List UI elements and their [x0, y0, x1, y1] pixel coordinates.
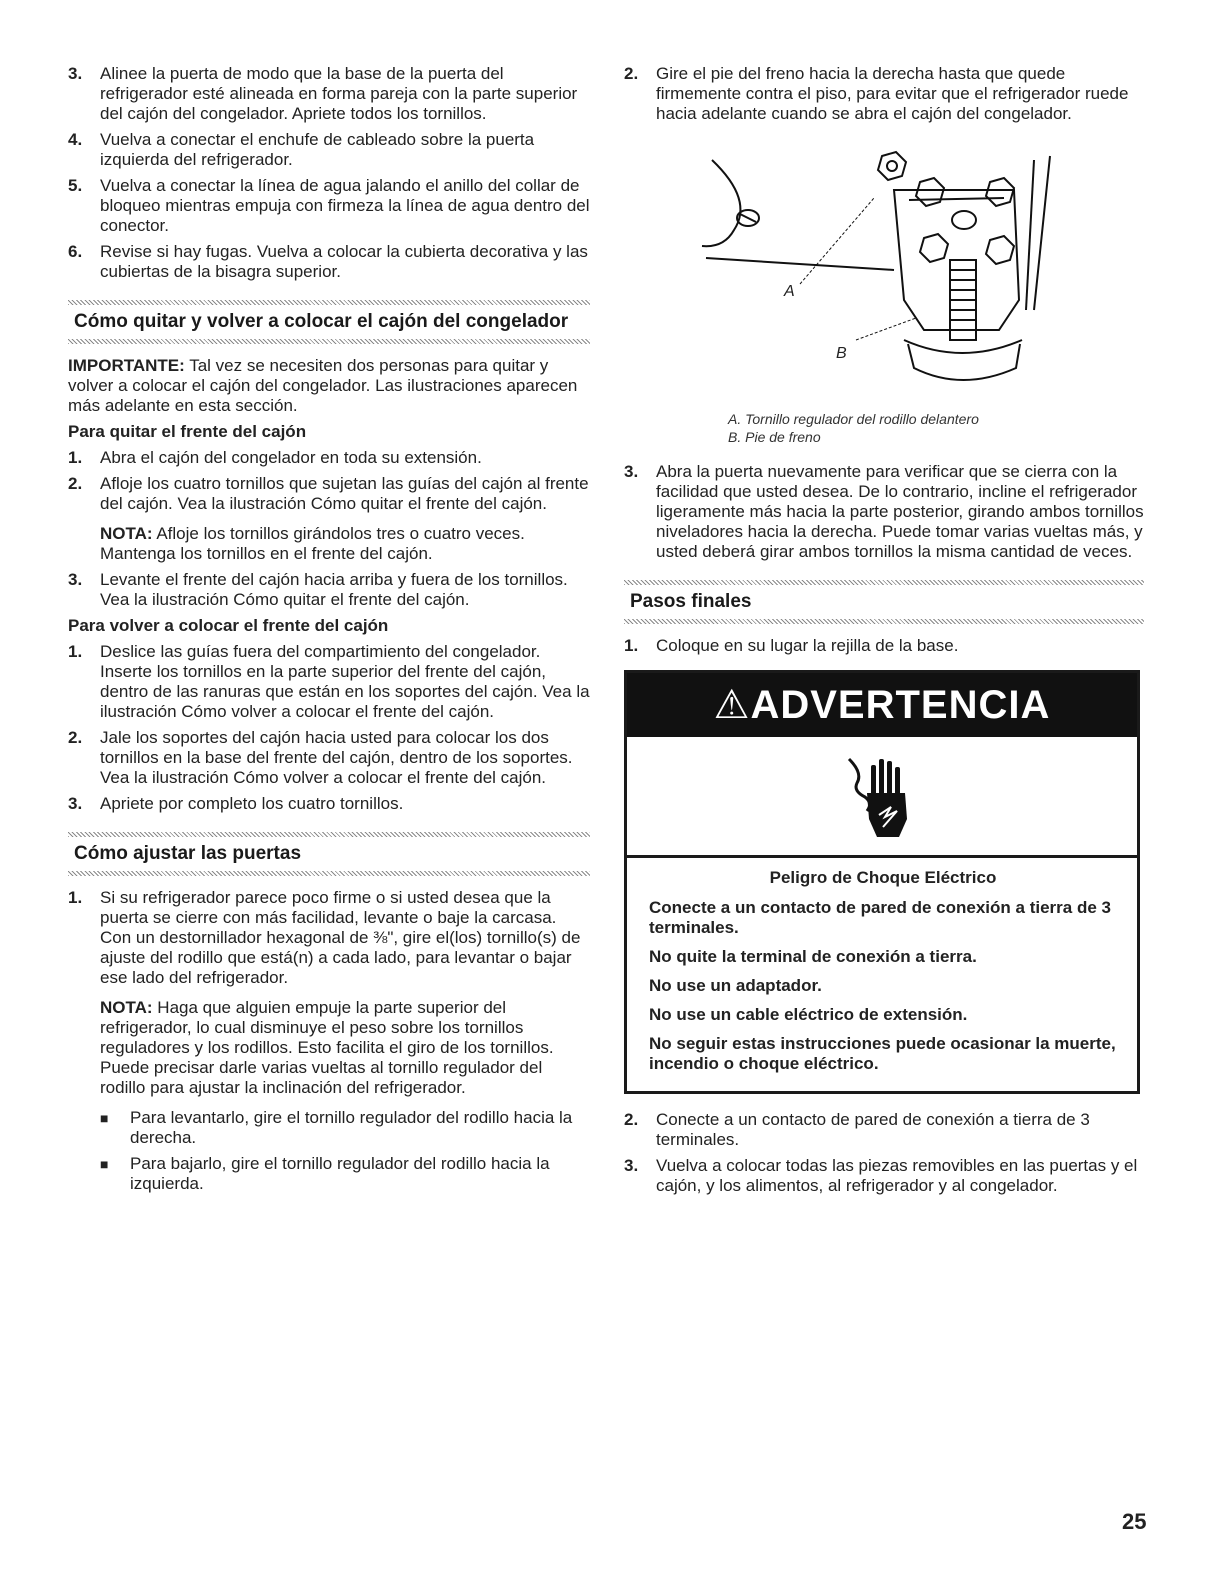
section-heading [68, 832, 590, 876]
list-item [68, 176, 590, 236]
step-number: 4. [68, 130, 83, 149]
step-number: 2. [68, 474, 83, 493]
warning-box [624, 670, 1140, 1094]
hatch-divider [68, 871, 590, 876]
list-item [68, 242, 590, 282]
step-number: 3. [624, 462, 639, 481]
list-item [68, 728, 590, 788]
step-number: 1. [68, 642, 83, 661]
list-item [68, 64, 590, 124]
section-title: Cómo ajustar las puertas [74, 843, 302, 864]
bullet-text: Para bajarlo, gire el tornillo regulador del rodillo hacia la izquierda. [130, 1154, 550, 1193]
subheading: Para quitar el frente del cajón [68, 422, 307, 441]
left-column [68, 64, 590, 1206]
step-text: Apriete por completo los cuatro tornillos. [100, 794, 404, 813]
step-number: 1. [624, 636, 639, 655]
list-item [624, 64, 1144, 124]
step-text: Coloque en su lugar la rejilla de la base. [656, 636, 959, 655]
caption-a: A. Tornillo regulador del rodillo delantero [728, 411, 979, 427]
step-number: 1. [68, 448, 83, 467]
list-item [68, 570, 590, 610]
leveling-diagram [624, 130, 1144, 410]
warning-header [627, 673, 1137, 737]
list-item [624, 636, 1144, 656]
warning-body [627, 858, 1137, 1091]
right-column [624, 64, 1144, 1202]
warning-line: No use un adaptador. [649, 976, 822, 995]
danger-title: Peligro de Choque Eléctrico [769, 868, 997, 887]
step-body [100, 474, 590, 564]
section-title: Pasos finales [630, 591, 752, 612]
bullet-text: Para levantarlo, gire el tornillo regulador del rodillo hacia la derecha. [130, 1108, 573, 1147]
step-text: Revise si hay fugas. Vuelva a colocar la cubierta decorativa y las cubiertas de la bisagra superior. [100, 242, 588, 281]
list-item [68, 794, 590, 814]
step-text: Deslice las guías fuera del compartimiento del congelador. Inserte los tornillos en la parte superior del frente del cajón, dentro de las ranuras que están en los soportes del cajón. Vea la ilustración Cómo volver a colocar el frente del cajón. [100, 642, 590, 721]
section-heading [68, 300, 590, 344]
hatch-divider [68, 339, 590, 344]
step-number: 5. [68, 176, 83, 195]
step-text: Abra la puerta nuevamente para verificar que se cierra con la facilidad que usted desea. De lo contrario, incline el refrigerador ligeramente más hacia la parte posterior, girando ambos tornillos niveladores hacia la derecha. Puede tomar varias vueltas más, y usted deberá girar ambos tornillos la misma cantidad de veces. [656, 462, 1144, 561]
note-text: Haga que alguien empuje la parte superior del refrigerador, lo cual disminuye el peso sobre los tornillos reguladores y los rodillos. Esto facilita el giro de los tornillos. Puede precisar darle varias vueltas al tornillo regulador del rodillo para ajustar la inclinación del refrigerador. [100, 998, 554, 1097]
note-label: NOTA: [100, 524, 153, 543]
list-item [624, 1156, 1144, 1196]
bullet-list [100, 1108, 590, 1194]
square-bullet-icon: ■ [100, 1156, 109, 1172]
step-text: Vuelva a colocar todas las piezas removibles en las puertas y el cajón, y los alimentos, al refrigerador y al congelador. [656, 1156, 1138, 1195]
step-text: Si su refrigerador parece poco firme o si usted desea que la puerta se cierre con más facilidad, levante o baje la carcasa. Con un destornillador hexagonal de ⅜", gire el(los) tornillo(s) de ajuste del rodillo que está(n) a cada lado, para levantar o bajar ese lado del refrigerador. [100, 888, 581, 987]
note-text: Afloje los tornillos girándolos tres o cuatro veces. Mantenga los tornillos en el frente del cajón. [100, 524, 525, 563]
warning-line: No seguir estas instrucciones puede ocasionar la muerte, incendio o choque eléctrico. [649, 1034, 1116, 1073]
list-item [68, 474, 590, 564]
step-text: Conecte a un contacto de pared de conexión a tierra de 3 terminales. [656, 1110, 1090, 1149]
important-paragraph [68, 356, 590, 416]
subheading: Para volver a colocar el frente del cajón [68, 616, 389, 635]
step-number: 3. [68, 570, 83, 589]
list-item [624, 462, 1144, 562]
note [100, 998, 590, 1098]
label-b: B [836, 345, 847, 362]
step-number: 2. [68, 728, 83, 747]
bullet-item [100, 1108, 590, 1148]
electric-shock-hand-icon [627, 737, 1137, 858]
step-text: Vuelva a conectar el enchufe de cableado sobre la puerta izquierda del refrigerador. [100, 130, 535, 169]
important-label: IMPORTANTE: [68, 356, 185, 375]
step-number: 3. [68, 794, 83, 813]
step-text: Jale los soportes del cajón hacia usted para colocar los dos tornillos en la base del frente del cajón, dentro de los soportes. Vea la ilustración Cómo volver a colocar el frente del cajón. [100, 728, 573, 787]
list-item [624, 1110, 1144, 1150]
label-a: A [784, 283, 795, 300]
step-text: Gire el pie del freno hacia la derecha hasta que quede firmemente contra el piso, para evitar que el refrigerador ruede hacia adelante cuando se abra el cajón del congelador. [656, 64, 1129, 123]
step-number: 6. [68, 242, 83, 261]
step-number: 2. [624, 1110, 639, 1129]
list-item [68, 130, 590, 170]
step-text: Alinee la puerta de modo que la base de la puerta del refrigerador esté alineada en forma pareja con la parte superior del cajón del congelador. Apriete todos los tornillos. [100, 64, 578, 123]
warning-line: Conecte a un contacto de pared de conexión a tierra de 3 terminales. [649, 898, 1111, 937]
section-heading [624, 580, 1144, 624]
brake-foot-illustration [624, 130, 1144, 410]
important-text: Tal vez se necesiten dos personas para quitar y volver a colocar el cajón del congelador. Las ilustraciones aparecen más adelante en esta sección. [68, 356, 578, 415]
list-item [68, 448, 590, 468]
step-text: Levante el frente del cajón hacia arriba y fuera de los tornillos. Vea la ilustración Cómo quitar el frente del cajón. [100, 570, 568, 609]
section-title: Cómo quitar y volver a colocar el cajón del congelador [74, 311, 569, 332]
step-number: 3. [68, 64, 83, 83]
hatch-divider [624, 619, 1144, 624]
step-text: Abra el cajón del congelador en toda su extensión. [100, 448, 482, 467]
bullet-item [100, 1154, 590, 1194]
page-number: 25 [1122, 1509, 1147, 1534]
warning-title: ADVERTENCIA [750, 683, 1051, 727]
list-item [68, 888, 590, 1200]
note [100, 524, 590, 564]
step-body [100, 888, 590, 1200]
warning-line: No quite la terminal de conexión a tierra. [649, 947, 977, 966]
square-bullet-icon: ■ [100, 1110, 109, 1126]
step-number: 2. [624, 64, 639, 83]
warning-triangle-icon: ⚠ [713, 683, 751, 727]
note-label: NOTA: [100, 998, 153, 1017]
step-number: 3. [624, 1156, 639, 1175]
list-item [68, 642, 590, 722]
step-text: Afloje los cuatro tornillos que sujetan las guías del cajón al frente del cajón. Vea la ilustración Cómo quitar el frente del cajón. [100, 474, 589, 513]
warning-line: No use un cable eléctrico de extensión. [649, 1005, 968, 1024]
caption-b: B. Pie de freno [728, 429, 821, 445]
step-text: Vuelva a conectar la línea de agua jalando el anillo del collar de bloqueo mientras empuja con firmeza la línea de agua dentro del conector. [100, 176, 590, 235]
step-number: 1. [68, 888, 83, 907]
